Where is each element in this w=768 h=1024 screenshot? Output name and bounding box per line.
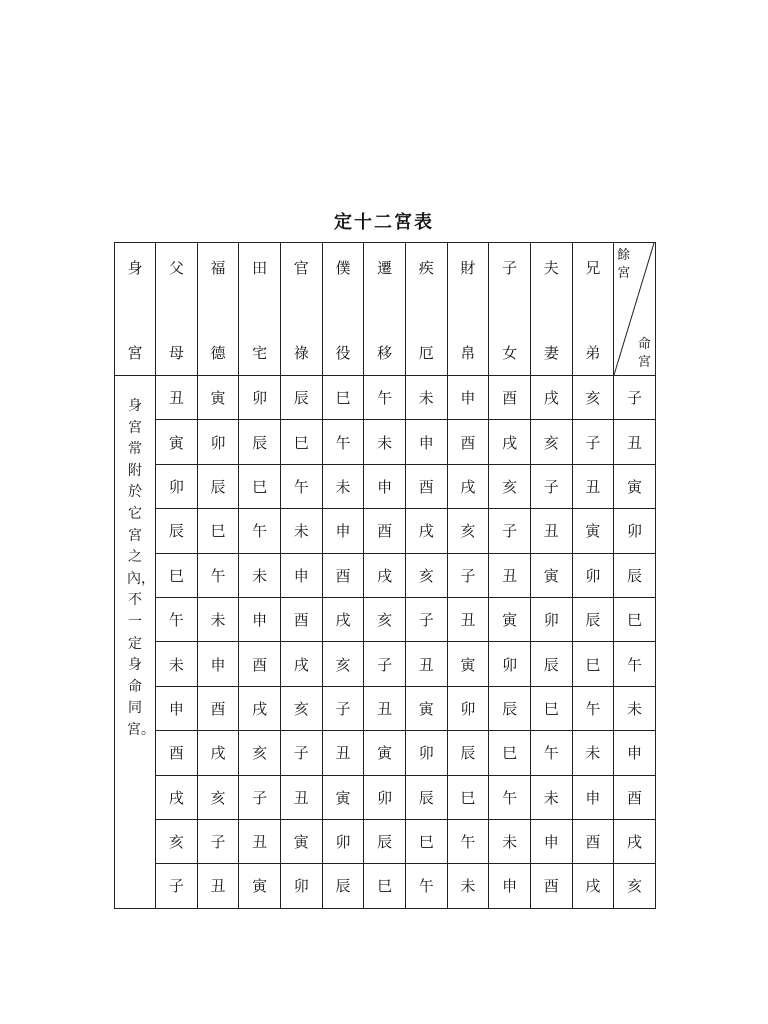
table-cell: 卯	[447, 686, 489, 730]
table-cell: 午	[322, 420, 364, 464]
header-palace-bottom: 德	[210, 344, 226, 362]
table-cell: 寅	[405, 686, 447, 730]
table-row	[115, 553, 656, 597]
header-palace-top: 田	[252, 259, 268, 277]
table-cell: 寅	[156, 420, 198, 464]
ming-cell: 亥	[614, 864, 656, 908]
table-cell: 丑	[447, 597, 489, 641]
table-cell: 未	[405, 376, 447, 420]
table-cell: 未	[364, 420, 406, 464]
corner-top-label: 餘宮	[617, 248, 631, 281]
ming-cell: 子	[614, 376, 656, 420]
table-cell: 酉	[364, 509, 406, 553]
table-cell: 未	[156, 642, 198, 686]
table-cell: 卯	[197, 420, 239, 464]
table-cell: 巳	[530, 686, 572, 730]
table-cell: 辰	[280, 376, 322, 420]
twelve-palace-table	[114, 242, 656, 909]
table-cell: 申	[530, 819, 572, 863]
header-palace-bottom: 妻	[543, 344, 559, 362]
header-palace-top: 兄	[585, 259, 601, 277]
header-palace-bottom: 役	[335, 344, 351, 362]
table-cell: 亥	[156, 819, 198, 863]
table-cell: 酉	[239, 642, 281, 686]
header-palace	[572, 243, 614, 376]
header-palace	[197, 243, 239, 376]
table-cell: 申	[156, 686, 198, 730]
table-cell: 未	[447, 864, 489, 908]
header-palace-bottom: 弟	[585, 344, 601, 362]
ming-cell: 寅	[614, 464, 656, 508]
ming-cell: 午	[614, 642, 656, 686]
table-cell: 酉	[572, 819, 614, 863]
table-cell: 子	[530, 464, 572, 508]
header-palace-top: 遷	[377, 259, 393, 277]
table-cell: 酉	[156, 731, 198, 775]
table-cell: 丑	[156, 376, 198, 420]
table-cell: 酉	[447, 420, 489, 464]
table-row	[115, 642, 656, 686]
table-cell: 辰	[489, 686, 531, 730]
table-cell: 申	[322, 509, 364, 553]
ming-cell: 未	[614, 686, 656, 730]
table-cell: 寅	[197, 376, 239, 420]
table-cell: 酉	[197, 686, 239, 730]
table-cell: 辰	[322, 864, 364, 908]
table-cell: 亥	[405, 553, 447, 597]
table-cell: 寅	[239, 864, 281, 908]
table-cell: 申	[572, 775, 614, 819]
table-cell: 酉	[322, 553, 364, 597]
table-cell: 丑	[197, 864, 239, 908]
header-side-top: 身	[127, 259, 143, 277]
table-row	[115, 864, 656, 908]
table-cell: 未	[280, 509, 322, 553]
table-cell: 卯	[364, 775, 406, 819]
table-cell: 辰	[572, 597, 614, 641]
header-palace-top: 父	[168, 259, 184, 277]
table-cell: 子	[280, 731, 322, 775]
table-cell: 申	[447, 376, 489, 420]
table-cell: 子	[156, 864, 198, 908]
table-cell: 卯	[405, 731, 447, 775]
table-cell: 丑	[364, 686, 406, 730]
table-row	[115, 686, 656, 730]
table-cell: 丑	[239, 819, 281, 863]
ming-cell: 巳	[614, 597, 656, 641]
table-cell: 亥	[280, 686, 322, 730]
table-cell: 子	[572, 420, 614, 464]
table-cell: 巳	[156, 553, 198, 597]
table-cell: 未	[322, 464, 364, 508]
table-cell: 巳	[489, 731, 531, 775]
table-cell: 亥	[489, 464, 531, 508]
header-palace	[447, 243, 489, 376]
table-cell: 卯	[489, 642, 531, 686]
table-cell: 亥	[364, 597, 406, 641]
table-cell: 申	[489, 864, 531, 908]
table-row	[115, 597, 656, 641]
table-cell: 辰	[156, 509, 198, 553]
table-cell: 巳	[239, 464, 281, 508]
table-cell: 申	[197, 642, 239, 686]
ming-cell: 酉	[614, 775, 656, 819]
table-cell: 午	[239, 509, 281, 553]
table-cell: 午	[280, 464, 322, 508]
table-cell: 子	[322, 686, 364, 730]
header-palace-bottom: 帛	[460, 344, 476, 362]
table-cell: 巳	[197, 509, 239, 553]
table-cell: 卯	[322, 819, 364, 863]
table-cell: 午	[447, 819, 489, 863]
table-cell: 酉	[405, 464, 447, 508]
table-cell: 亥	[447, 509, 489, 553]
header-palace-top: 財	[460, 259, 476, 277]
table-cell: 辰	[405, 775, 447, 819]
table-cell: 戌	[197, 731, 239, 775]
header-palace-top: 夫	[543, 259, 559, 277]
table-cell: 未	[489, 819, 531, 863]
table-cell: 申	[239, 597, 281, 641]
header-palace	[239, 243, 281, 376]
table-cell: 未	[572, 731, 614, 775]
header-palace-bottom: 移	[377, 344, 393, 362]
table-cell: 巳	[405, 819, 447, 863]
table-row	[115, 775, 656, 819]
table-cell: 戌	[364, 553, 406, 597]
table-cell: 戌	[447, 464, 489, 508]
table-cell: 辰	[197, 464, 239, 508]
table-cell: 未	[239, 553, 281, 597]
header-palace-top: 疾	[418, 259, 434, 277]
table-cell: 亥	[239, 731, 281, 775]
table-cell: 午	[489, 775, 531, 819]
table-cell: 卯	[239, 376, 281, 420]
table-cell: 酉	[489, 376, 531, 420]
table-cell: 午	[530, 731, 572, 775]
ming-cell: 丑	[614, 420, 656, 464]
table-cell: 丑	[489, 553, 531, 597]
table-cell: 戌	[572, 864, 614, 908]
table-cell: 申	[405, 420, 447, 464]
header-palace	[364, 243, 406, 376]
header-palace-top: 福	[210, 259, 226, 277]
header-palace-bottom: 女	[502, 344, 518, 362]
header-palace	[156, 243, 198, 376]
table-cell: 子	[364, 642, 406, 686]
table-cell: 酉	[530, 864, 572, 908]
table-cell: 辰	[239, 420, 281, 464]
header-palace	[530, 243, 572, 376]
page-title: 定十二宮表	[334, 212, 434, 233]
table-cell: 戌	[239, 686, 281, 730]
table-cell: 申	[280, 553, 322, 597]
table-row	[115, 819, 656, 863]
table-cell: 巳	[447, 775, 489, 819]
table-cell: 戌	[530, 376, 572, 420]
table-cell: 午	[197, 553, 239, 597]
table-cell: 辰	[530, 642, 572, 686]
table-cell: 丑	[572, 464, 614, 508]
table-cell: 酉	[280, 597, 322, 641]
table-cell: 寅	[530, 553, 572, 597]
header-palace-bottom: 厄	[418, 344, 434, 362]
table-cell: 申	[364, 464, 406, 508]
table-cell: 寅	[489, 597, 531, 641]
ming-cell: 戌	[614, 819, 656, 863]
table-cell: 午	[364, 376, 406, 420]
table-cell: 丑	[280, 775, 322, 819]
corner-bottom-label: 命宮	[637, 337, 651, 370]
side-note-cell	[115, 376, 156, 909]
side-note: 身宮常附於它宮之內，不一定身命同宮。	[127, 398, 155, 738]
table-cell: 辰	[364, 819, 406, 863]
ming-cell: 辰	[614, 553, 656, 597]
table-cell: 巳	[364, 864, 406, 908]
table-cell: 午	[156, 597, 198, 641]
table-cell: 戌	[405, 509, 447, 553]
table-cell: 丑	[405, 642, 447, 686]
table-cell: 子	[405, 597, 447, 641]
table-cell: 寅	[322, 775, 364, 819]
table-cell: 亥	[572, 376, 614, 420]
table-cell: 亥	[322, 642, 364, 686]
header-palace	[405, 243, 447, 376]
table-cell: 子	[239, 775, 281, 819]
header-palace	[280, 243, 322, 376]
table-cell: 午	[572, 686, 614, 730]
table-cell: 亥	[530, 420, 572, 464]
table-cell: 未	[530, 775, 572, 819]
header-side-bottom: 宮	[127, 344, 143, 362]
ming-cell: 申	[614, 731, 656, 775]
table-row	[115, 420, 656, 464]
header-side	[115, 243, 156, 376]
table-cell: 寅	[572, 509, 614, 553]
table-cell: 巳	[572, 642, 614, 686]
header-palace	[489, 243, 531, 376]
table-cell: 未	[197, 597, 239, 641]
table-cell: 寅	[280, 819, 322, 863]
table-cell: 巳	[280, 420, 322, 464]
table-cell: 卯	[280, 864, 322, 908]
header-palace-bottom: 宅	[252, 344, 268, 362]
header-palace-top: 官	[293, 259, 309, 277]
table-cell: 丑	[322, 731, 364, 775]
table-cell: 子	[447, 553, 489, 597]
header-row	[115, 243, 656, 376]
table-cell: 辰	[447, 731, 489, 775]
table-cell: 巳	[322, 376, 364, 420]
table-cell: 寅	[447, 642, 489, 686]
header-corner	[614, 243, 656, 376]
table-cell: 亥	[197, 775, 239, 819]
table-row	[115, 731, 656, 775]
header-palace-top: 僕	[335, 259, 351, 277]
table-cell: 寅	[364, 731, 406, 775]
table-cell: 子	[489, 509, 531, 553]
table-cell: 戌	[489, 420, 531, 464]
header-palace-bottom: 母	[168, 344, 184, 362]
table-row	[115, 509, 656, 553]
header-palace-bottom: 祿	[293, 344, 309, 362]
table-cell: 卯	[156, 464, 198, 508]
header-palace	[322, 243, 364, 376]
table-cell: 卯	[530, 597, 572, 641]
table-cell: 戌	[322, 597, 364, 641]
table-row	[115, 376, 656, 420]
table-cell: 子	[197, 819, 239, 863]
table-cell: 戌	[280, 642, 322, 686]
header-palace-top: 子	[502, 259, 518, 277]
ming-cell: 卯	[614, 509, 656, 553]
table-row	[115, 464, 656, 508]
table-cell: 戌	[156, 775, 198, 819]
table-cell: 午	[405, 864, 447, 908]
table-cell: 卯	[572, 553, 614, 597]
table-cell: 丑	[530, 509, 572, 553]
